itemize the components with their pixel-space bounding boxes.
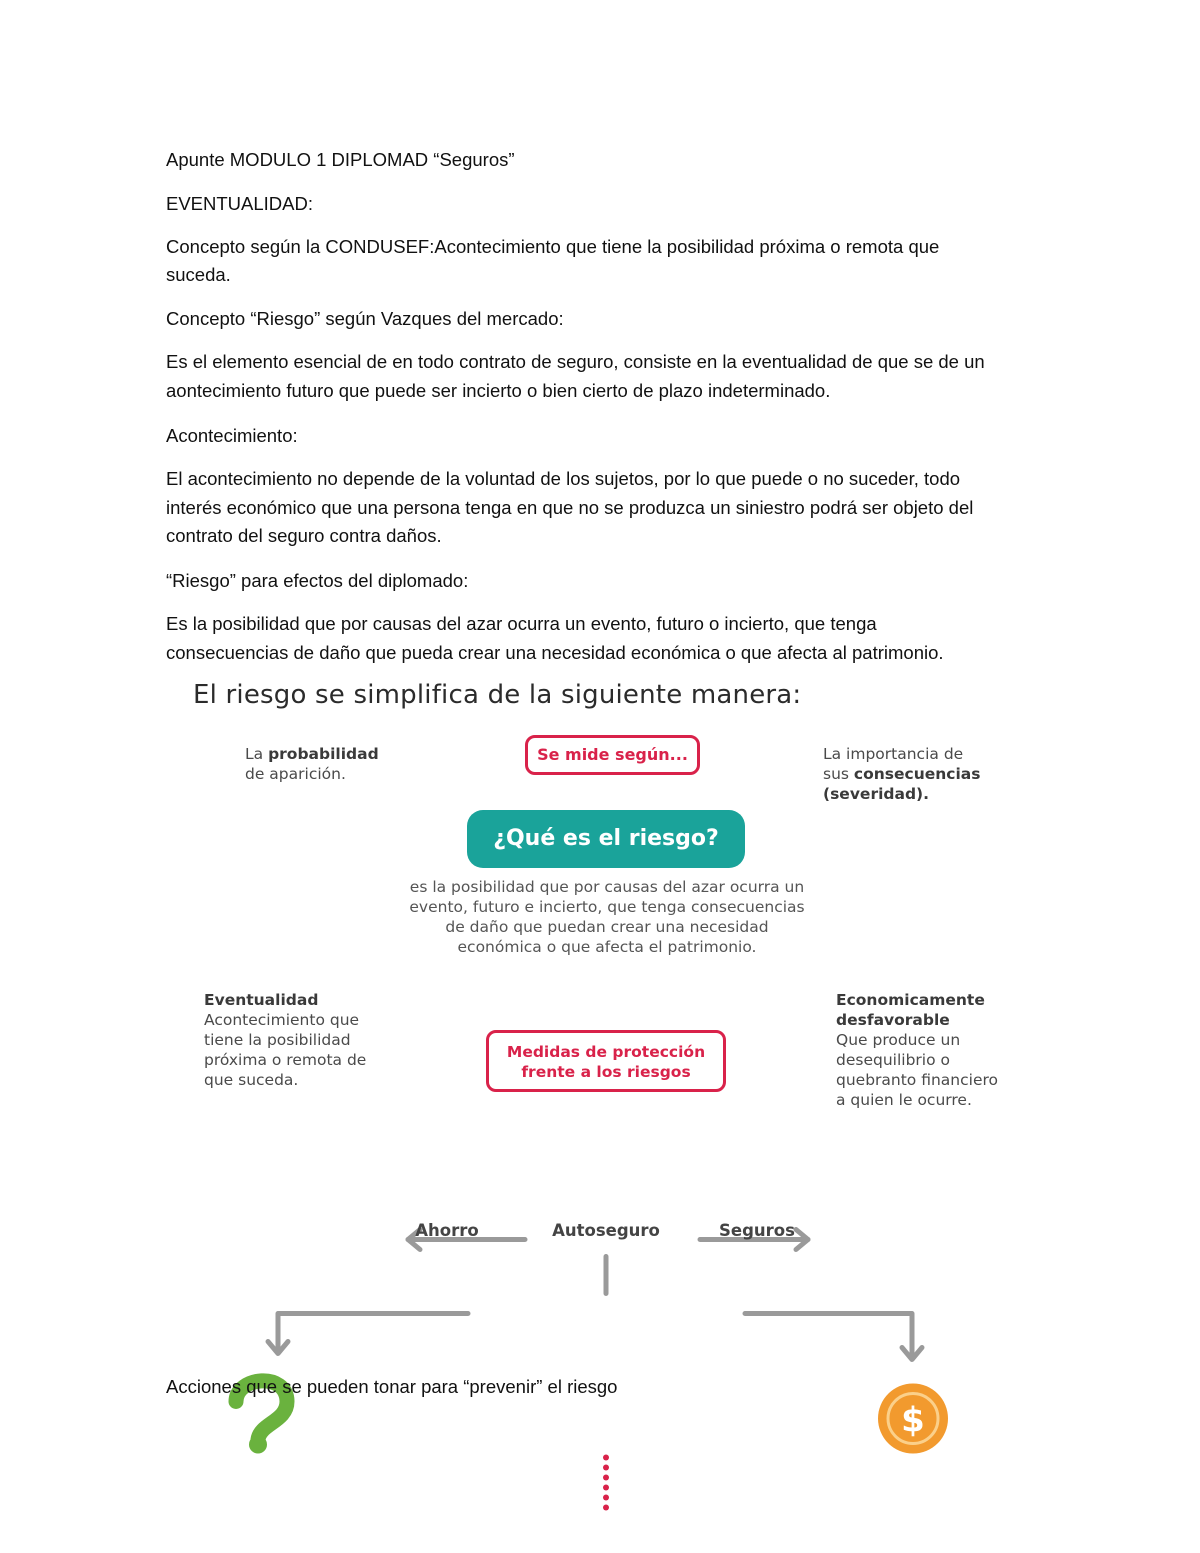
doc-title: Apunte MODULO 1 DIPLOMAD “Seguros” [166, 149, 515, 170]
diagram-title: El riesgo se simplifica de la siguiente manera: [193, 680, 802, 710]
p1-line1: Concepto según la CONDUSEF:Acontecimiento que tiene la posibilidad próxima o remota que [166, 236, 940, 257]
p3-line1: El acontecimiento no depende de la voluntad de los sujetos, por lo que puede o no suceder, todo [166, 468, 961, 489]
autoseguro-label: Autoseguro [552, 1221, 660, 1240]
p3-line3: contrato del seguro contra daños. [166, 525, 442, 546]
svg-text:$: $ [901, 1400, 925, 1441]
p3-line2: interés económico que una persona tenga en que no se produzca un siniestro podrá ser objeto del [166, 497, 974, 518]
eventualidad-block: Eventualidad Acontecimiento que tiene la posibilidad próxima o remota de que suceda. [204, 991, 367, 1089]
p2-line1: Es el elemento esencial de en todo contrato de seguro, consiste en la eventualidad de que se de un [166, 351, 985, 372]
eventualidad-title: Eventualidad [204, 991, 319, 1009]
ahorro-label: Ahorro [415, 1221, 479, 1240]
branch-left [278, 1314, 468, 1352]
center-description: es la posibilidad que por causas del azar ocurra un evento, futuro e incierto, que tenga consecuencias de daño que puedan crear una necesidad económica o que afecta el patrimonio. [409, 878, 805, 956]
probabilidad-label: La probabilidad de aparición. [245, 745, 379, 783]
heading-eventualidad: EVENTUALIDAD: [166, 193, 314, 214]
p4-line1: Es la posibilidad que por causas del azar ocurra un evento, futuro o incierto, que tenga [166, 613, 877, 634]
economicamente-block: Economicamente desfavorable Que produce un desequilibrio o quebranto financiero a quien le ocurre. [836, 991, 999, 1109]
p4-line2: consecuencias de daño que pueda crear una necesidad económica o que afecta al patrimonio. [166, 642, 944, 663]
seguros-label: Seguros [719, 1221, 795, 1240]
p1-line2: suceda. [166, 264, 231, 285]
medidas-pill: Medidas de protección frente a los riesgos [486, 1030, 726, 1092]
heading-riesgo-diplomado: “Riesgo” para efectos del diplomado: [166, 570, 469, 591]
heading-acontecimiento: Acontecimiento: [166, 425, 298, 446]
branch-right [745, 1314, 912, 1358]
footer-acciones: Acciones que se pueden tonar para “prevenir” el riesgo [166, 1376, 618, 1397]
se-mide-pill: Se mide según... [525, 735, 700, 775]
p2-line2: aontecimiento futuro que puede ser incierto o bien cierto de plazo indeterminado. [166, 380, 831, 401]
heading-riesgo-vazques: Concepto “Riesgo” según Vazques del mercado: [166, 308, 564, 329]
consecuencias-label: La importancia de sus consecuencias (severidad). [823, 745, 981, 803]
dotted-connector [603, 1455, 609, 1511]
que-es-riesgo-pill: ¿Qué es el riesgo? [467, 810, 745, 868]
